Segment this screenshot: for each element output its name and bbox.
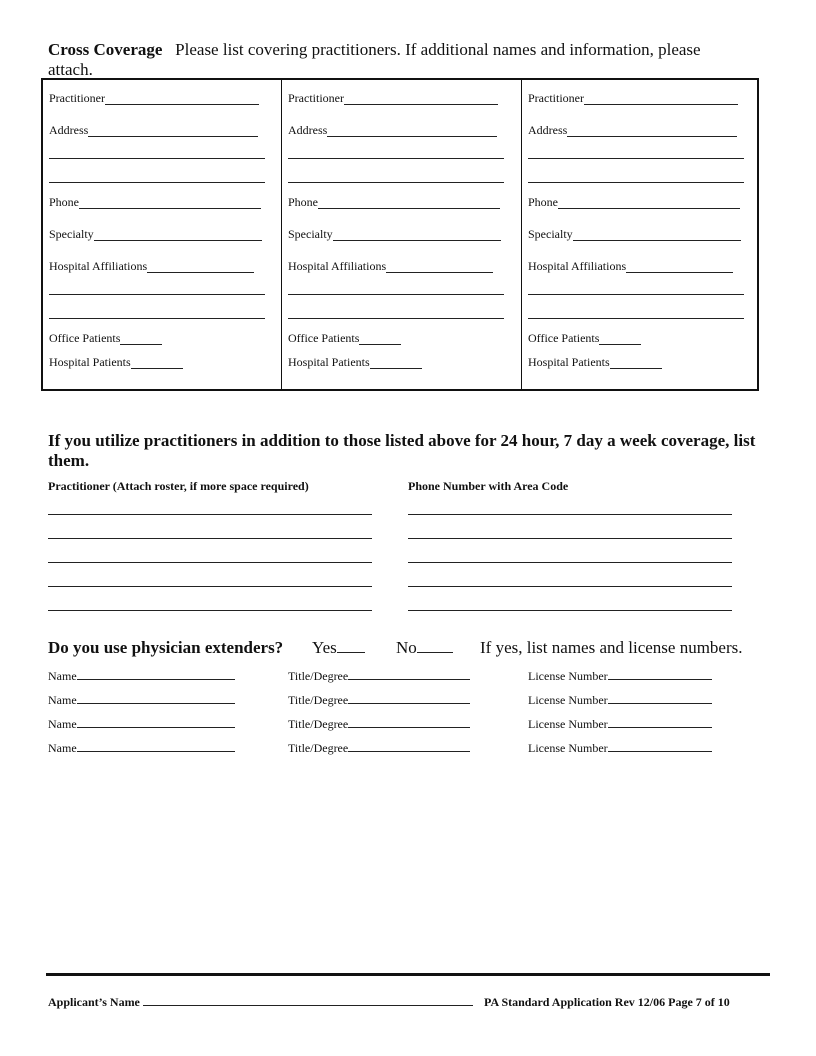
phone-line-3[interactable]	[408, 562, 732, 563]
practitioner-line-5[interactable]	[48, 610, 372, 611]
address-field[interactable]	[288, 123, 497, 137]
hospital-patients-field[interactable]	[528, 355, 662, 369]
practitioner-line-3[interactable]	[48, 562, 372, 563]
cross-coverage-table	[41, 78, 759, 391]
practitioner-field[interactable]	[49, 91, 259, 105]
phone-field[interactable]	[49, 195, 261, 209]
phone-column-header: Phone Number with Area Code	[408, 479, 569, 493]
address-line-2[interactable]	[528, 158, 744, 159]
hospital-affiliations-label: Hospital Affiliations	[49, 259, 148, 273]
office-patients-label: Office Patients	[288, 331, 360, 345]
name-label: Name	[48, 717, 77, 731]
cross-coverage-column-2	[281, 80, 522, 389]
phone-label: Phone	[528, 195, 558, 209]
address-field[interactable]	[528, 123, 737, 137]
hospital-patients-field[interactable]	[49, 355, 183, 369]
license-number-label: License Number	[528, 741, 608, 755]
address-line-2[interactable]	[288, 158, 504, 159]
cross-coverage-column-3	[521, 80, 762, 389]
footer-divider	[46, 973, 770, 976]
name-field[interactable]	[48, 739, 235, 755]
practitioner-line-4[interactable]	[48, 586, 372, 587]
hospital-patients-label: Hospital Patients	[288, 355, 370, 369]
office-patients-label: Office Patients	[49, 331, 121, 345]
license-number-field[interactable]	[528, 715, 712, 731]
license-number-label: License Number	[528, 669, 608, 683]
cross-coverage-heading	[48, 40, 701, 60]
specialty-label: Specialty	[528, 227, 573, 241]
applicant-name-label: Applicant’s Name	[48, 995, 140, 1009]
hospital-affiliations-label: Hospital Affiliations	[528, 259, 627, 273]
name-label: Name	[48, 669, 77, 683]
address-line-3[interactable]	[528, 182, 744, 183]
hospital-affiliations-field[interactable]	[528, 259, 733, 273]
practitioner-field[interactable]	[288, 91, 498, 105]
phone-line-5[interactable]	[408, 610, 732, 611]
name-field[interactable]	[48, 715, 235, 731]
yes-option[interactable]	[312, 638, 365, 658]
license-number-field[interactable]	[528, 739, 712, 755]
affiliations-line-3[interactable]	[49, 318, 265, 319]
affiliations-line-3[interactable]	[528, 318, 744, 319]
hospital-affiliations-field[interactable]	[49, 259, 254, 273]
practitioner-line-2[interactable]	[48, 538, 372, 539]
practitioner-label: Practitioner	[528, 91, 584, 105]
name-label: Name	[48, 693, 77, 707]
address-line-3[interactable]	[288, 182, 504, 183]
specialty-label: Specialty	[49, 227, 94, 241]
name-field[interactable]	[48, 691, 235, 707]
cross-coverage-column-1	[43, 80, 283, 389]
affiliations-line-2[interactable]	[528, 294, 744, 295]
cross-coverage-instruction-cont: attach.	[48, 60, 93, 79]
practitioner-column-header: Practitioner (Attach roster, if more space required)	[48, 479, 309, 493]
cross-coverage-instruction: Please list covering practitioners. If additional names and information, please	[175, 40, 701, 59]
practitioner-line-1[interactable]	[48, 514, 372, 515]
address-line-2[interactable]	[49, 158, 265, 159]
additional-practitioners-question-cont: them.	[48, 451, 90, 470]
phone-line-1[interactable]	[408, 514, 732, 515]
license-number-label: License Number	[528, 717, 608, 731]
yes-label: Yes	[312, 638, 337, 657]
hospital-patients-label: Hospital Patients	[528, 355, 610, 369]
affiliations-line-3[interactable]	[288, 318, 504, 319]
phone-label: Phone	[49, 195, 79, 209]
office-patients-field[interactable]	[288, 331, 401, 345]
specialty-field[interactable]	[288, 227, 501, 241]
office-patients-field[interactable]	[49, 331, 162, 345]
title-degree-label: Title/Degree	[288, 741, 349, 755]
license-number-field[interactable]	[528, 691, 712, 707]
name-field[interactable]	[48, 667, 235, 683]
name-label: Name	[48, 741, 77, 755]
applicant-name-field[interactable]	[48, 995, 473, 1009]
address-label: Address	[49, 123, 89, 137]
phone-line-4[interactable]	[408, 586, 732, 587]
affiliations-line-2[interactable]	[49, 294, 265, 295]
address-line-3[interactable]	[49, 182, 265, 183]
physician-extenders-question: Do you use physician extenders?	[48, 638, 284, 657]
phone-line-2[interactable]	[408, 538, 732, 539]
practitioner-field[interactable]	[528, 91, 738, 105]
form-info: PA Standard Application Rev 12/06 Page 7 of 10	[484, 995, 730, 1009]
specialty-field[interactable]	[49, 227, 262, 241]
address-label: Address	[288, 123, 328, 137]
hospital-affiliations-label: Hospital Affiliations	[288, 259, 387, 273]
title-degree-field[interactable]	[288, 715, 470, 731]
title-degree-label: Title/Degree	[288, 669, 349, 683]
license-number-field[interactable]	[528, 667, 712, 683]
phone-field[interactable]	[528, 195, 740, 209]
no-option[interactable]	[396, 638, 453, 658]
office-patients-field[interactable]	[528, 331, 641, 345]
address-label: Address	[528, 123, 568, 137]
additional-practitioners-question: If you utilize practitioners in addition to those listed above for 24 hour, 7 day a week coverage, list	[48, 431, 756, 450]
practitioner-label: Practitioner	[49, 91, 105, 105]
phone-field[interactable]	[288, 195, 500, 209]
address-field[interactable]	[49, 123, 258, 137]
hospital-affiliations-field[interactable]	[288, 259, 493, 273]
hospital-patients-label: Hospital Patients	[49, 355, 131, 369]
office-patients-label: Office Patients	[528, 331, 600, 345]
title-degree-field[interactable]	[288, 691, 470, 707]
hospital-patients-field[interactable]	[288, 355, 422, 369]
title-degree-label: Title/Degree	[288, 717, 349, 731]
no-label: No	[396, 638, 417, 657]
physician-extenders-instruction: If yes, list names and license numbers.	[480, 638, 743, 657]
practitioner-label: Practitioner	[288, 91, 344, 105]
specialty-field[interactable]	[528, 227, 741, 241]
specialty-label: Specialty	[288, 227, 333, 241]
cross-coverage-title: Cross Coverage	[48, 40, 163, 59]
license-number-label: License Number	[528, 693, 608, 707]
phone-label: Phone	[288, 195, 318, 209]
title-degree-label: Title/Degree	[288, 693, 349, 707]
title-degree-field[interactable]	[288, 667, 470, 683]
title-degree-field[interactable]	[288, 739, 470, 755]
affiliations-line-2[interactable]	[288, 294, 504, 295]
